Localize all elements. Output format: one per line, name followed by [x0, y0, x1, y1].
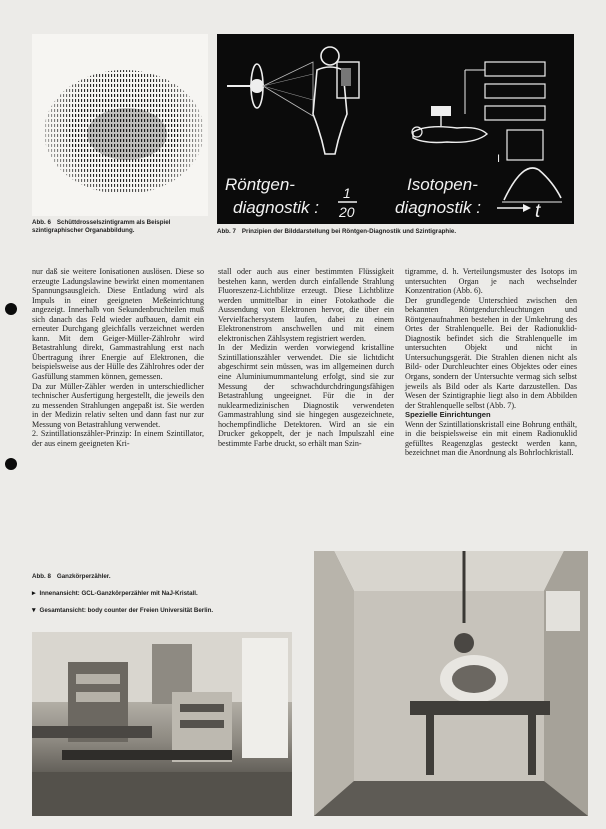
- triangle-right-icon: ▸: [32, 590, 36, 597]
- body-counter-chamber-photo: [314, 551, 588, 816]
- figure-8-label: Abb. 8: [32, 573, 51, 580]
- figure-8-item-2-text: Gesamtansicht: body counter der Freien Universität Berlin.: [39, 607, 214, 614]
- text-column-1: [32, 267, 204, 448]
- figure-8-caption: [32, 573, 292, 615]
- text-column-3: [405, 267, 577, 458]
- col2-paragraph-2: In der Medizin werden vorwiegend kristalline Szintillationszähler verwendet. Die sie lichtdicht abgeschirmt sein müssen, was im allgemeinen durch eine Aluminiumummantelung erfolgt, sind sie zur Messung der schwachdurchdringungsfähigen Betastrahlung ungeeignet. Für die in der nuklearmedizinischen Diagnostik verwendeten Gammastrahlung sind sie hingegen ausgezeichnete, hochempfindliche Detektoren. Wird an sie ein Drucker gekoppelt, der je nach Impulszahl eine bestimmte Farbe druckt, so erhält man Szin-: [218, 343, 394, 448]
- arrow-head-icon: [523, 204, 531, 212]
- figure-8-item-2: [32, 607, 292, 615]
- col2-paragraph-1: stall oder auch aus einer bestimmten Flüssigkeit bestehen kann, werden durch einfallende Strahlung Fluoreszenz-Lichtblitze erzeugt. Diese Lichtblitze werden unmittelbar in einer Fotokathode die Aussendung von Elektronen hervor, die über ein Vervielfachersystem laufen, dabei zu einem Elektronenstrom anschwellen und mit einem elektronischen Zählsystem registriert werden.: [218, 267, 394, 343]
- col3-subheading: Spezielle Einrichtungen: [405, 410, 491, 420]
- figure-8-item-1-text: Innenansicht: GCL-Ganzkörperzähler mit NaJ-Kristall.: [39, 590, 198, 597]
- xray-title-2: diagnostik :: [233, 198, 319, 217]
- figure-6-label: Abb. 6: [32, 219, 51, 226]
- col3-paragraph-2: Der grundlegende Unterschied zwischen den bekannten Röntgendurchleuchtungen und Röntgenaufnahmen bestehen in der Umkehrung des Ortes der Strahlenquelle. Bei der Radionuklid-Diagnostik befindet sich die Strahlenquelle im untersuchten Objekt und nicht in Untersuchungsgerät. Die Strahlen dienen nicht als Bild- oder Durchleuchter eines Objektes oder eines Organs, sondern der Untersuchte vermag sich selbst jeweils als Bild oder als Karte darzustellen. Das Wesen der Szintigraphie liegt also in dem Abbilden der Strahlenquelle selbst (Abb. 7).: [405, 295, 577, 410]
- body-counter-room-photo: [32, 632, 292, 816]
- figure-6-scintigram: [32, 34, 208, 216]
- figure-6-caption-text: Schüttdrosselszintigramm als Beispiel szintigraphischer Organabbildung.: [32, 219, 171, 234]
- col3-paragraph-1: tigramme, d. h. Verteilungsmuster des Isotops im untersuchten Organ je nach wechselnder Konzentration (Abb. 6).: [405, 267, 577, 296]
- graph-label: I: [497, 153, 501, 165]
- chamber-photo-svg: [314, 551, 588, 816]
- figure-7-diagram: [217, 34, 574, 224]
- isotope-title-1: Isotopen-: [407, 175, 478, 194]
- figure-6-caption: [32, 219, 210, 235]
- xray-title-1: Röntgen-: [225, 175, 295, 194]
- text-column-2: [218, 267, 394, 448]
- isotope-title-2: diagnostik :: [395, 198, 481, 217]
- time-symbol: t: [535, 201, 541, 222]
- binding-hole-bottom: [5, 458, 17, 470]
- figure-8-item-1: [32, 590, 292, 598]
- col3-paragraph-3: Wenn der Szintillationskristall eine Bohrung enthält, in die beispielsweise ein mit einem Radionuklid gefülltes Reagenzglas gesteckt werden kann, bezeichnet man die Anordnung als Bohrlochkristall.: [405, 419, 577, 458]
- col1-paragraph-2: Da zur Müller-Zähler werden in unterschiedlicher technischer Ausfertigung hergestellt, die jeweils den zu messenden Strahlungen angepaßt ist. Sie werden in der Medizin relativ selten und dann fast nur zur Messung von Betastrahlung verwendet.: [32, 381, 204, 429]
- figure-8-title-row: [32, 573, 292, 581]
- fraction-denominator: 20: [339, 204, 355, 220]
- triangle-down-icon: ▾: [32, 607, 36, 614]
- room-photo-svg: [32, 632, 292, 816]
- col1-paragraph-1: nur daß sie weitere Ionisationen auslösen. Diese so erzeugte Ladungslawine bewirkt einen momentanen Spannungsausgleich. Diese Entladung wird als Impuls in einer geeigneten Meßeinrichtung angezeigt. Innerhalb von Sekundenbruchteilen muß sich danach das Feld wieder aufbauen, damit ein erneuter Durchgang gleichfalls verzeichnet werden kann. Mit dem Geiger-Müller-Zählrohr wird Betastrahlung direkt, Gammastrahlung erst nach Übertragung ihrer Energie auf Elektronen, die beispielsweise aus der Hülle des Zählrohres oder der Gasfüllung stammen können, gemessen.: [32, 267, 204, 382]
- scintigram-dots: [32, 34, 208, 216]
- fraction-numerator: 1: [343, 185, 351, 201]
- binding-hole-top: [5, 303, 17, 315]
- figure-8-title: Ganzkörperzähler.: [56, 573, 111, 580]
- figure-7-svg: [217, 34, 574, 224]
- col1-paragraph-3: 2. Szintillationszähler-Prinzip: In einem Szintillator, der aus einem geeigneten Kri-: [32, 429, 204, 448]
- figure-7-caption-text: Prinzipien der Bilddarstellung bei Röntgen-Diagnostik und Szintigraphie.: [241, 228, 457, 235]
- figure-7-label: Abb. 7: [217, 228, 236, 235]
- figure-7-caption: [217, 228, 577, 236]
